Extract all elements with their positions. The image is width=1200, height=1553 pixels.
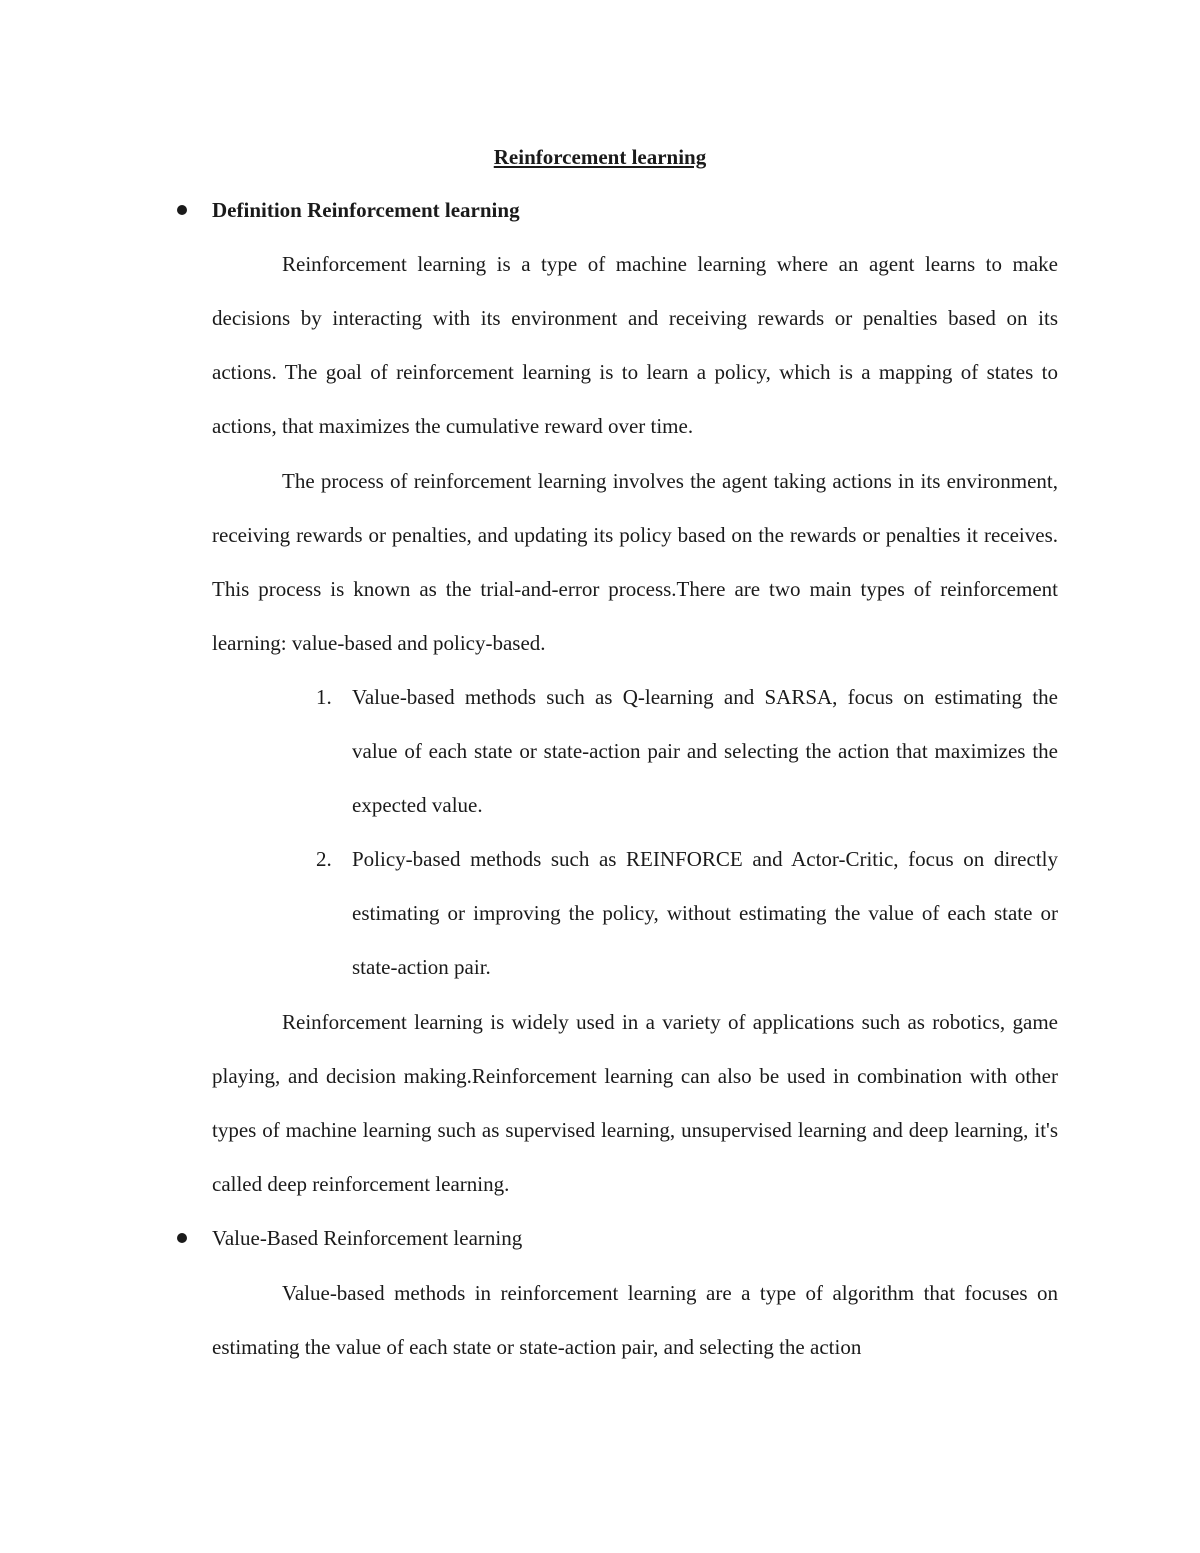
list-item-policy-based: Policy-based methods such as REINFORCE and Actor-Critic, focus on directly estimating or improving the policy, without estimating the value of each state or state-action pair.	[352, 847, 1058, 979]
bullet-icon	[177, 205, 187, 215]
paragraph-definition: Reinforcement learning is a type of machine learning where an agent learns to make decisions by interacting with its environment and receiving rewards or penalties based on its actions. The goal of reinforcement learning is to learn a policy, which is a mapping of states to actions, that maximizes the cumulative reward over time.	[212, 252, 1058, 438]
bullet-icon	[177, 1233, 187, 1243]
document-title: Reinforcement learning	[493, 145, 707, 169]
list-number-2: 2.	[316, 847, 332, 871]
paragraph-applications: Reinforcement learning is widely used in a variety of applications such as robotics, game playing, and decision making.Reinforcement learning can also be used in combination with other types of machine learning such as supervised learning, unsupervised learning and deep learning, it's called deep reinforcement learning.	[212, 1010, 1058, 1196]
list-number-1: 1.	[316, 685, 332, 709]
section-heading-value-based: Value-Based Reinforcement learning	[212, 1226, 523, 1250]
section-heading-definition: Definition Reinforcement learning	[212, 198, 520, 222]
paragraph-process: The process of reinforcement learning involves the agent taking actions in its environment, receiving rewards or penalties, and updating its policy based on the rewards or penalties it receives. This process is known as the trial-and-error process.There are two main types of reinforcement learning: value-based and policy-based.	[212, 469, 1058, 655]
list-item-value-based: Value-based methods such as Q-learning and SARSA, focus on estimating the value of each state or state-action pair and selecting the action that maximizes the expected value.	[352, 685, 1058, 817]
paragraph-value-based-intro: Value-based methods in reinforcement learning are a type of algorithm that focuses on estimating the value of each state or state-action pair, and selecting the action	[212, 1281, 1058, 1359]
